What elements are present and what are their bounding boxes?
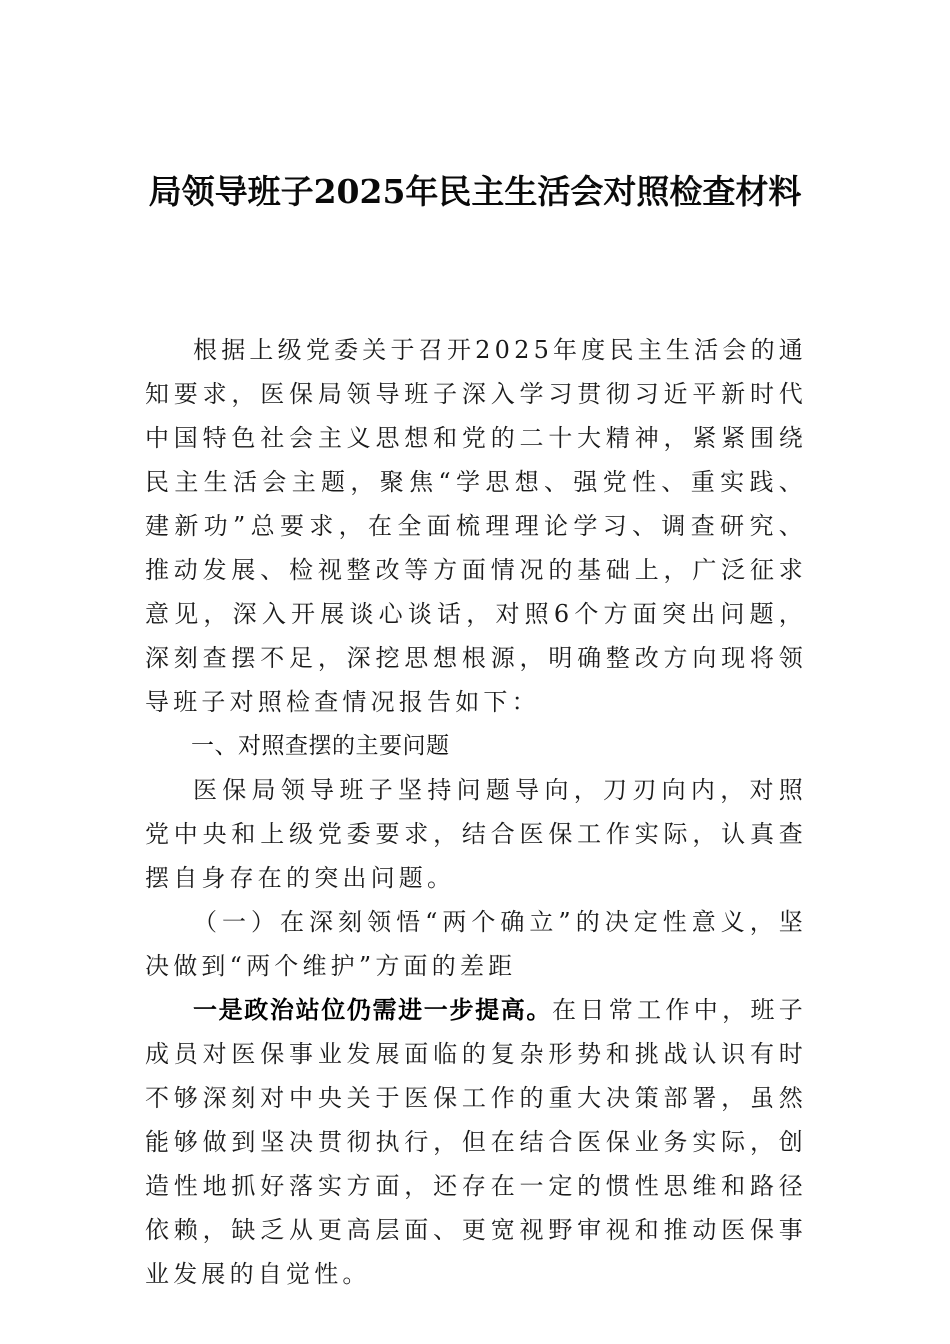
document-body (145, 328, 807, 1296)
point-1-body: 在日常工作中，班子成员对医保事业发展面临的复杂形势和挑战认识有时不够深刻对中央关于医保工作的重大决策部署，虽然能够做到坚决贯彻执行，但在结合医保业务实际，创造性地抓好落实方面，还存在一定的惯性思维和路径依赖，缺乏从更高层面、更宽视野审视和推动医保事业发展的自觉性。 (145, 996, 807, 1288)
document-title: 局领导班子2025年民主生活会对照检查材料 (148, 172, 802, 211)
section-heading-1: 一、对照查摆的主要问题 (191, 733, 450, 759)
intro-paragraph: 根据上级党委关于召开2025年度民主生活会的通知要求，医保局领导班子深入学习贯彻习近平新时代中国特色社会主义思想和党的二十大精神，紧紧围绕民主生活会主题，聚焦“学思想、强党性、重实践、建新功”总要求，在全面梳理理论学习、调查研究、推动发展、检视整改等方面情况的基础上，广泛征求意见，深入开展谈心谈话，对照6个方面突出问题，深刻查摆不足，深挖思想根源，明确整改方向现将领导班子对照检查情况报告如下： (145, 336, 807, 716)
point-1-paragraph (145, 988, 807, 1296)
subsection-heading-1: （一）在深刻领悟“两个确立”的决定性意义，坚决做到“两个维护”方面的差距 (145, 908, 807, 980)
point-1-lead: 一是政治站位仍需进一步提高。 (193, 995, 553, 1024)
section-1-paragraph: 医保局领导班子坚持问题导向，刀刃向内，对照党中央和上级党委要求，结合医保工作实际，认真查摆自身存在的突出问题。 (145, 776, 807, 892)
